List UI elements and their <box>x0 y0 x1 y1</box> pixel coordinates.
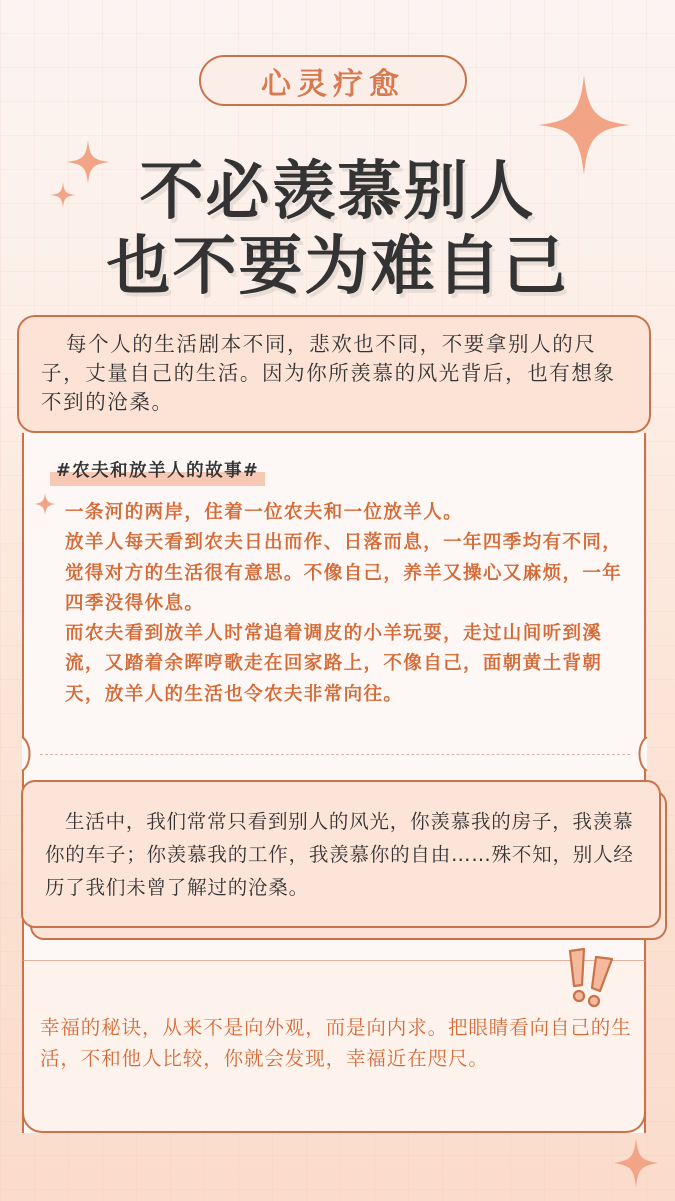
page-title-line1: 不必羡慕别人 <box>139 154 536 229</box>
story-body <box>65 498 635 710</box>
intro-text: 每个人的生活剧本不同，悲欢也不同，不要拿别人的尺子，丈量自己的生活。因为你所羡慕的风光背后，也有想象不到的沧桑。 <box>41 332 616 414</box>
reflection-text: 生活中，我们常常只看到别人的风光，你羡慕我的房子，我羡慕你的车子；你羡慕我的工作，我羡慕你的自由……殊不知，别人经历了我们未曾了解过的沧桑。 <box>45 810 634 899</box>
category-tag-label: 心灵疗愈 <box>261 66 405 102</box>
story-heading: #农夫和放羊人的故事# <box>50 455 265 486</box>
intro-card <box>17 315 651 433</box>
panel-notch-left <box>12 737 34 771</box>
story-paragraph: 而农夫看到放羊人时常追着调皮的小羊玩耍，走过山间听到溪流，又踏着余晖哼歌走在回家路上，不像自己，面朝黄土背朝天，放羊人的生活也令农夫非常向往。 <box>65 623 603 705</box>
story-paragraph: 放羊人每天看到农夫日出而作、日落而息，一年四季均有不同，觉得对方的生活很有意思。不像自己，养羊又操心又麻烦，一年四季没得休息。 <box>65 532 623 614</box>
exclamation-icon <box>562 945 628 1011</box>
panel-notch-right <box>635 737 657 771</box>
page-title-line2: 也不要为难自己 <box>106 229 569 304</box>
closing-text: 幸福的秘诀，从来不是向外观，而是向内求。把眼睛看向自己的生活，不和他人比较，你就会发现，幸福近在咫尺。 <box>40 1016 632 1070</box>
divider <box>40 754 630 755</box>
sparkle-bottom-icon <box>614 1138 658 1188</box>
category-tag <box>199 55 467 106</box>
sparkle-story-icon <box>34 493 56 515</box>
story-paragraph: 一条河的两岸，住着一位农夫和一位放羊人。 <box>65 502 464 523</box>
reflection-card <box>21 780 661 928</box>
